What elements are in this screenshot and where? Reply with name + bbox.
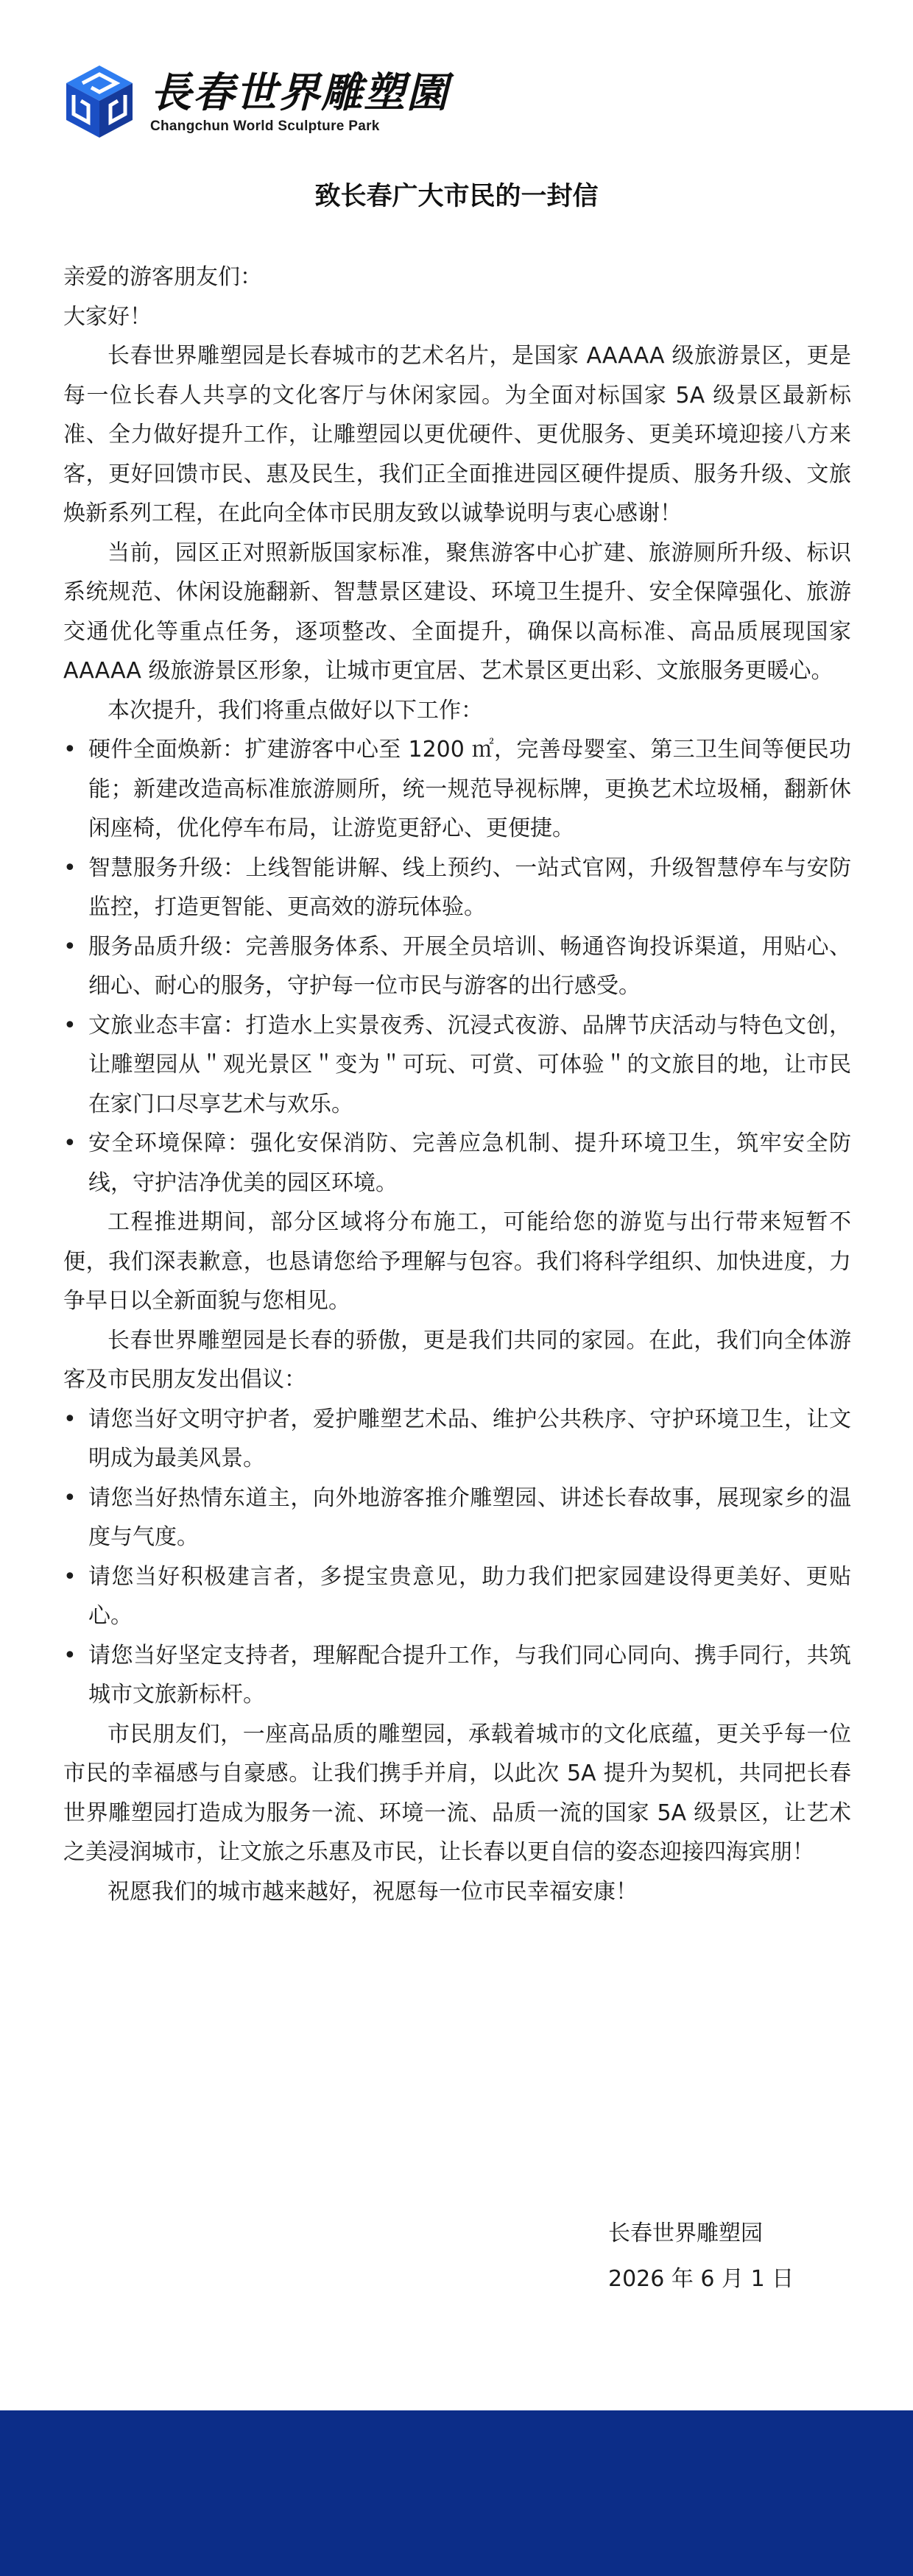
signature-org: 长春世界雕塑园 [608,2221,763,2246]
logo-text [150,68,449,135]
list-item [63,1636,851,1715]
signature [608,2211,794,2302]
list-item-text: 请您当好文明守护者，爱护雕塑艺术品、维护公共秩序、守护环境卫生，让文明成为最美风景。 [88,1406,851,1471]
paragraph-wishes: 祝愿我们的城市越来越好，祝愿每一位市民幸福安康！ [107,1878,638,1905]
list-item-text: 服务品质升级：完善服务体系、开展全员培训、畅通咨询投诉渠道，用贴心、细心、耐心的服务，守护每一位市民与游客的出行感受。 [88,933,851,999]
signature-date: 2026 年 6 月 1 日 [608,2266,794,2292]
list-item-text: 请您当好积极建言者，多提宝贵意见，助力我们把家园建设得更美好、更贴心。 [88,1563,851,1629]
logo-name-cn: 長春世界雕塑園 [150,68,449,117]
list-item [63,849,851,927]
bullet-dot: • [63,1563,77,1590]
footer-band [0,2410,913,2576]
list-item-text: 安全环境保障：强化安保消防、完善应急机制、提升环境卫生，筑牢安全防线，守护洁净优美的园区环境。 [88,1130,851,1196]
bullet-dot: • [63,1406,77,1432]
paragraph-initiative-lead: 长春世界雕塑园是长春的骄傲，更是我们共同的家园。在此，我们向全体游客及市民朋友发出倡议： [63,1327,851,1393]
list-item-text: 文旅业态丰富：打造水上实景夜秀、沉浸式夜游、品牌节庆活动与特色文创，让雕塑园从＂观光景区＂变为＂可玩、可赏、可体验＂的文旅目的地，让市民在家门口尽享艺术与欢乐。 [88,1012,851,1117]
paragraph-intro: 长春世界雕塑园是长春城市的艺术名片，是国家 AAAAA 级旅游景区，更是每一位长春人共享的文化客厅与休闲家园。为全面对标国家 5A 级景区最新标准、全力做好提升工作，让雕塑园以更优硬件、更优服务、更美环境迎接八方来客，更好回馈市民、惠及民生，我们正全面推进园区硬件提质、服务升级、文旅焕新系列工程，在此向全体市民朋友致以诚挚说明与衷心感谢！ [63,343,851,526]
list-item-text: 硬件全面焕新：扩建游客中心至 1200 ㎡，完善母婴室、第三卫生间等便民功能；新建改造高标准旅游厕所，统一规范导视标牌，更换艺术垃圾桶，翻新休闲座椅，优化停车布局，让游览更舒心、更便捷。 [88,737,851,841]
letter-body [63,258,851,1911]
paragraph-closing: 市民朋友们，一座高品质的雕塑园，承载着城市的文化底蕴，更关乎每一位市民的幸福感与自豪感。让我们携手并肩，以此次 5A 提升为契机，共同把长春世界雕塑园打造成为服务一流、环境一流、品质一流的国家 5A 级景区，让艺术之美浸润城市，让文旅之乐惠及市民，让长春以更自信的姿态迎接四海宾朋！ [63,1721,851,1865]
list-item [63,1006,851,1125]
hello-line: 大家好！ [63,303,152,330]
paragraph-current: 当前，园区正对照新版国家标准，聚焦游客中心扩建、旅游厕所升级、标识系统规范、休闲设施翻新、智慧景区建设、环境卫生提升、安全保障强化、旅游交通优化等重点任务，逐项整改、全面提升，确保以高标准、高品质展现国家 AAAAA 级旅游景区形象，让城市更宜居、艺术景区更出彩、文旅服务更暖心。 [63,539,851,684]
list-item [63,730,851,849]
paragraph-construction: 工程推进期间，部分区域将分布施工，可能给您的游览与出行带来短暂不便，我们深表歉意，也恳请您给予理解与包容。我们将科学组织、加快进度，力争早日以全新面貌与您相见。 [63,1209,851,1314]
bullet-dot: • [63,933,77,960]
cube-maze-logo-icon [59,61,140,142]
bullet-dot: • [63,737,77,762]
bullet-dot: • [63,1130,77,1156]
bullet-dot: • [63,1012,77,1038]
list-item [63,1557,851,1636]
list-item [63,1124,851,1203]
list-item-text: 请您当好热情东道主，向外地游客推介雕塑园、讲述长春故事，展现家乡的温度与气度。 [88,1485,851,1550]
bullet-dot: • [63,854,77,881]
header [59,57,449,146]
letter-title: 致长春广大市民的一封信 [314,182,599,211]
list-item [63,1479,851,1557]
list-item-text: 请您当好坚定支持者，理解配合提升工作，与我们同心同向、携手同行，共筑城市文旅新标杆。 [88,1642,851,1708]
paragraph-work-lead: 本次提升，我们将重点做好以下工作： [107,697,483,723]
bullet-dot: • [63,1485,77,1511]
bullet-dot: • [63,1642,77,1669]
list-item [63,927,851,1006]
greeting: 亲爱的游客朋友们： [63,264,262,290]
logo-name-en: Changchun World Sculpture Park [150,118,380,134]
list-item-text: 智慧服务升级：上线智能讲解、线上预约、一站式官网，升级智慧停车与安防监控，打造更智能、更高效的游玩体验。 [88,854,851,920]
list-item [63,1400,851,1479]
